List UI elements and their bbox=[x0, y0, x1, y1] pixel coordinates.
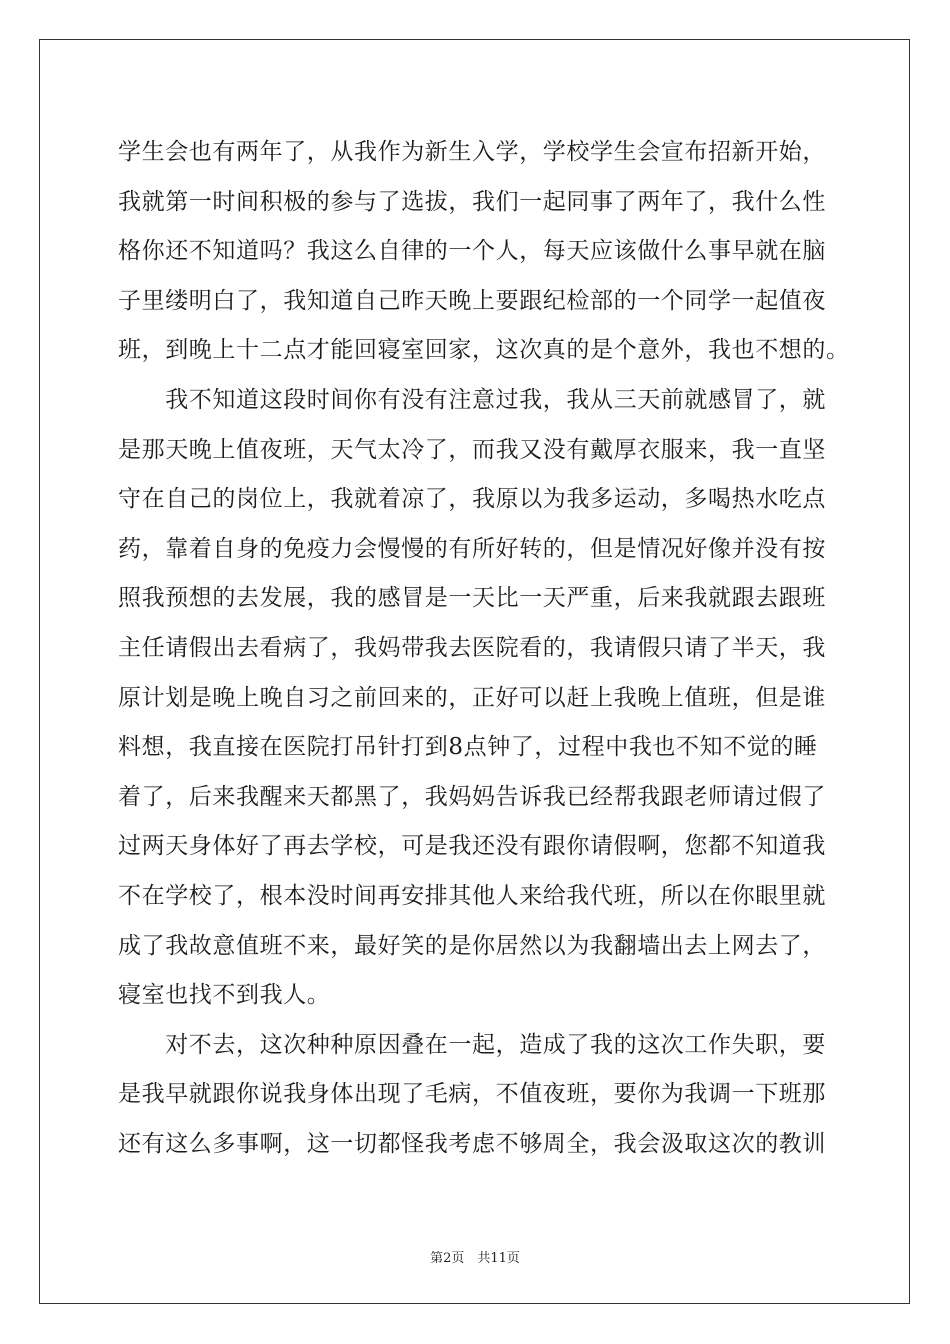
text-line: 照我预想的去发展，我的感冒是一天比一天严重，后来我就跟去跟班 bbox=[118, 585, 826, 612]
text-line: 成了我故意值班不来，最好笑的是你居然以为我翻墙出去上网去了， bbox=[118, 932, 826, 959]
text-line: 对不去，这次种种原因叠在一起，造成了我的这次工作失职，要 bbox=[118, 1031, 826, 1058]
text-line: 药，靠着自身的免疫力会慢慢的有所好转的，但是情况好像并没有按 bbox=[118, 535, 826, 562]
text-line: 料想，我直接在医院打吊针打到8点钟了，过程中我也不知不觉的睡 bbox=[118, 734, 818, 761]
page-number-footer: 第2页 共11页 bbox=[430, 1251, 520, 1266]
text-line: 还有这么多事啊，这一切都怪我考虑不够周全，我会汲取这次的教训 bbox=[118, 1130, 826, 1157]
text-line: 子里缕明白了，我知道自己昨天晚上要跟纪检部的一个同学一起值夜 bbox=[118, 287, 826, 314]
text-line: 格你还不知道吗？我这么自律的一个人，每天应该做什么事早就在脑 bbox=[118, 238, 826, 265]
text-line: 守在自己的岗位上，我就着凉了，我原以为我多运动，多喝热水吃点 bbox=[118, 486, 826, 513]
text-line: 是我早就跟你说我身体出现了毛病，不值夜班，要你为我调一下班那 bbox=[118, 1081, 826, 1108]
text-line: 着了，后来我醒来天都黑了，我妈妈告诉我已经帮我跟老师请过假了 bbox=[118, 783, 826, 810]
text-line: 寝室也找不到我人。 bbox=[118, 982, 331, 1009]
text-line: 不在学校了，根本没时间再安排其他人来给我代班，所以在你眼里就 bbox=[118, 882, 826, 909]
document-body bbox=[118, 128, 850, 1169]
text-line: 过两天身体好了再去学校，可是我还没有跟你请假啊，您都不知道我 bbox=[118, 833, 826, 860]
text-line: 我就第一时间积极的参与了选拔，我们一起同事了两年了，我什么性 bbox=[118, 188, 826, 215]
text-line: 学生会也有两年了，从我作为新生入学，学校学生会宣布招新开始， bbox=[118, 139, 826, 165]
text-line: 我不知道这段时间你有没有注意过我，我从三天前就感冒了，就 bbox=[118, 386, 826, 413]
text-line: 班，到晚上十二点才能回寝室回家，这次真的是个意外，我也不想的。 bbox=[118, 337, 850, 364]
text-line: 是那天晚上值夜班，天气太冷了，而我又没有戴厚衣服来，我一直坚 bbox=[118, 436, 826, 463]
text-line: 主任请假出去看病了，我妈带我去医院看的，我请假只请了半天，我 bbox=[118, 634, 826, 661]
text-line: 原计划是晚上晚自习之前回来的，正好可以赶上我晚上值班，但是谁 bbox=[118, 684, 826, 711]
